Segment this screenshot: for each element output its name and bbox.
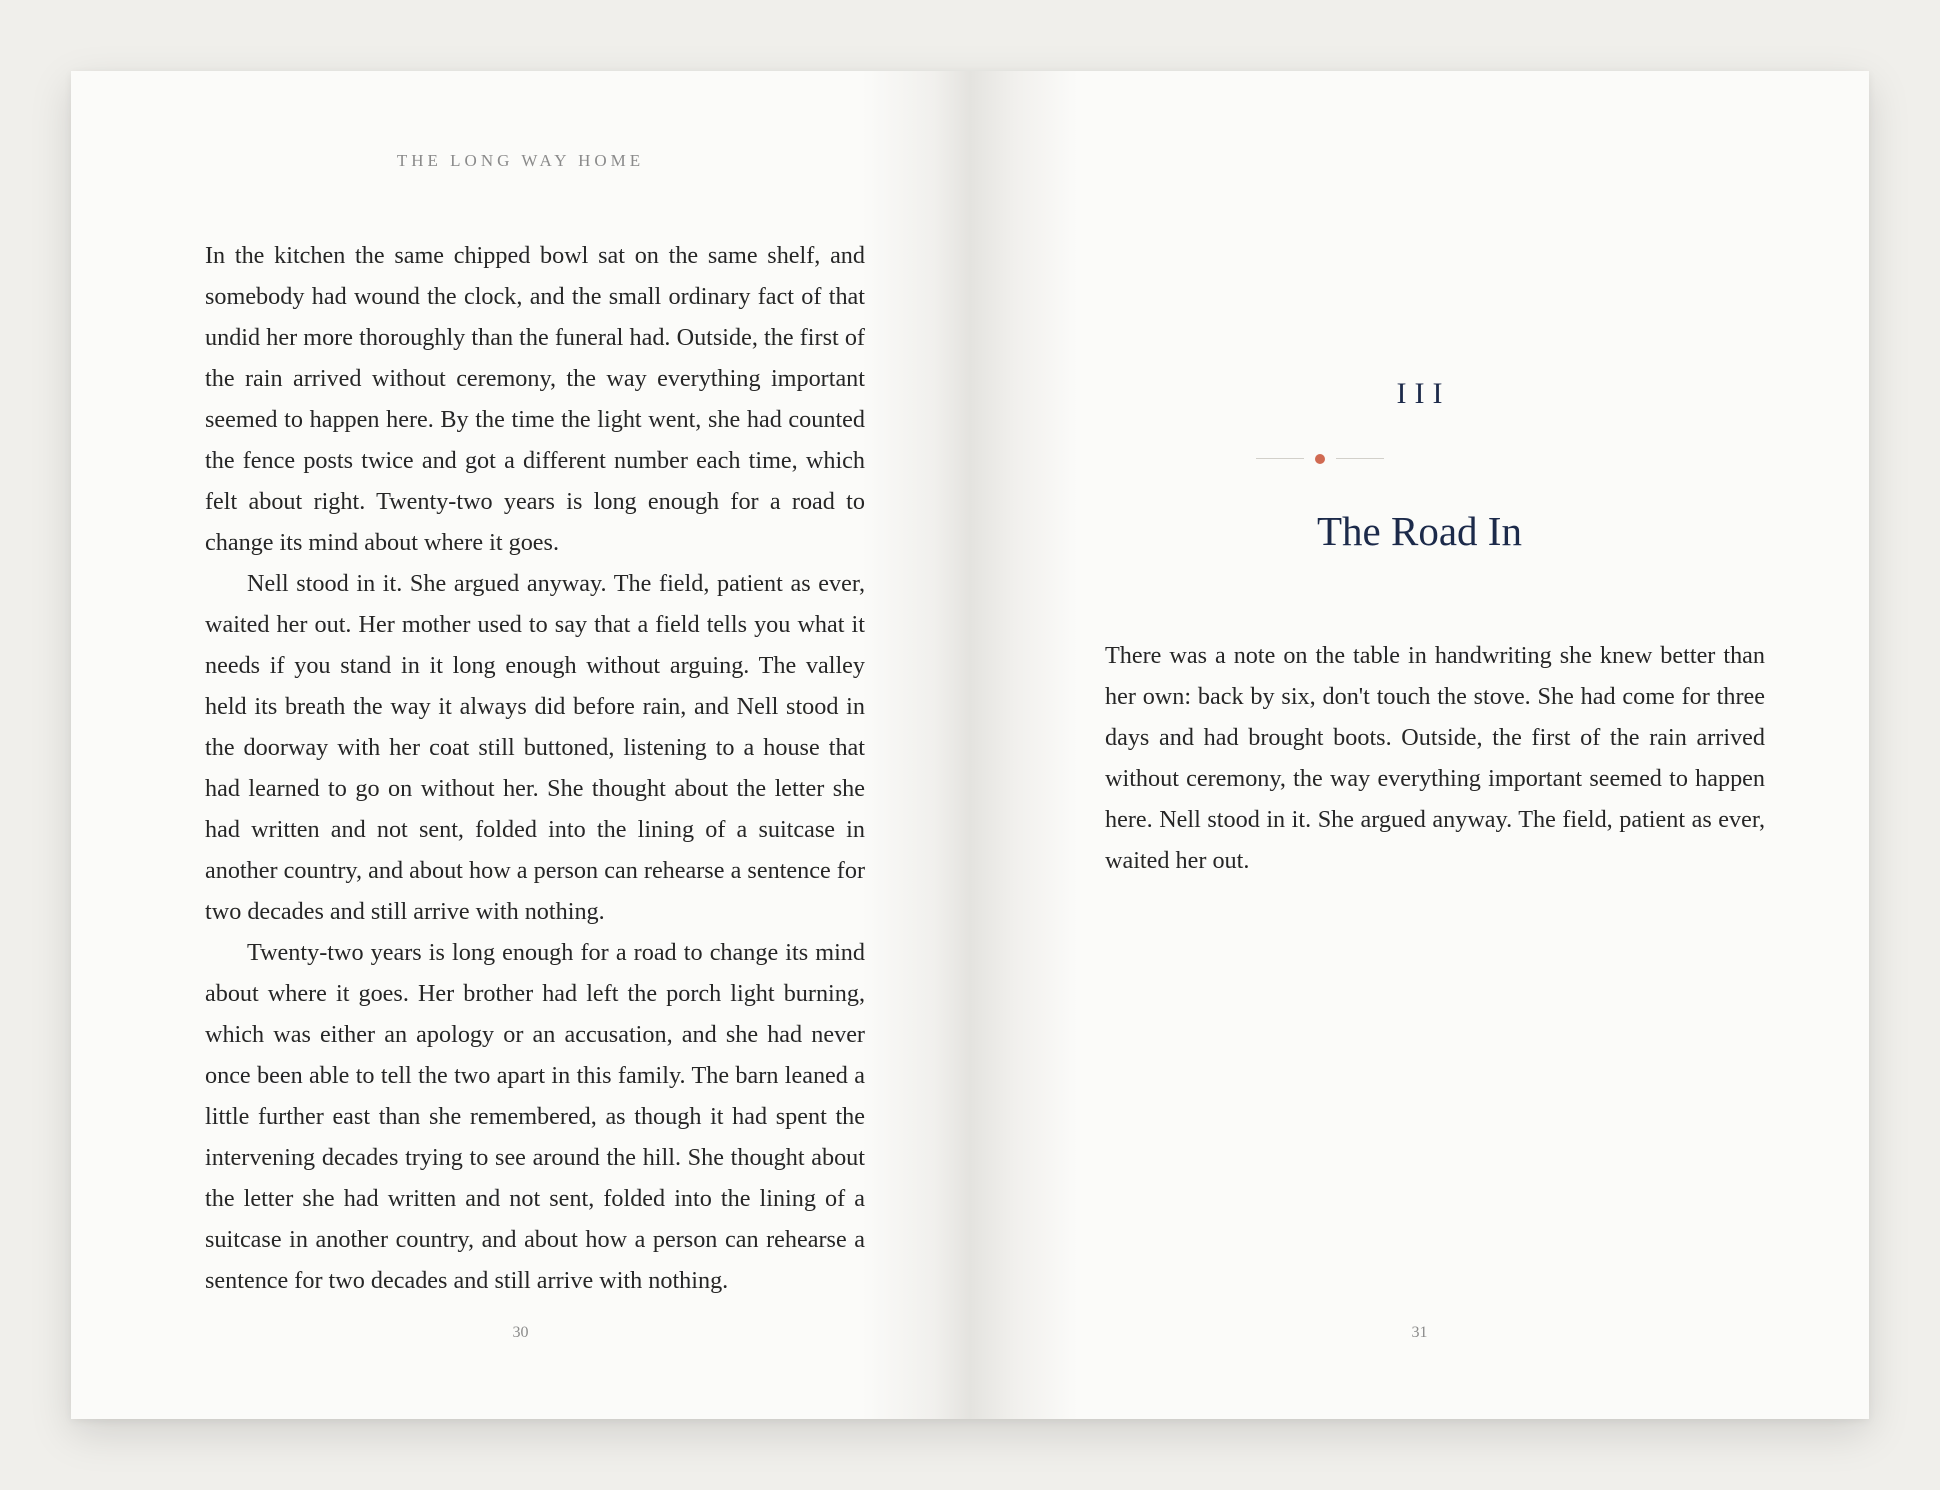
page-number-left: 30	[512, 1324, 529, 1341]
right-page-body	[1105, 635, 1765, 881]
chapter-ornament	[1256, 452, 1384, 466]
paragraph: Twenty-two years is long enough for a road to change its mind about where it goes. Her brother had left the porch light burning, which was either an apology or an accusation, and she had never once been able to tell the two apart in this family. The barn leaned a little further east than she remembered, as though it had spent the intervening decades trying to see around the hill. She thought about the letter she had written and not sent, folded into the lining of a suitcase in another country, and about how a person can rehearse a sentence for two decades and still arrive with nothing.	[205, 939, 865, 1294]
chapter-title: The Road In	[1317, 508, 1522, 554]
page-number-right: 31	[1411, 1324, 1428, 1341]
ornament-dot-icon	[1315, 454, 1325, 464]
left-page-body	[205, 235, 865, 1301]
ornament-rule-left	[1256, 458, 1304, 459]
paragraph: In the kitchen the same chipped bowl sat on the same shelf, and somebody had wound the clock, and the small ordinary fact of that undid her more thoroughly than the funeral had. Outside, the first of the rain arrived without ceremony, the way everything important seemed to happen here. By the time the light went, she had counted the fence posts twice and got a different number each time, which felt about right. Twenty-two years is long enough for a road to change its mind about where it goes.	[205, 242, 865, 556]
paragraph: Nell stood in it. She argued anyway. The field, patient as ever, waited her out. Her mother used to say that a field tells you what it needs if you stand in it long enough without arguing. The valley held its breath the way it always did before rain, and Nell stood in the doorway with her coat still buttoned, listening to a house that had learned to go on without her. She thought about the letter she had written and not sent, folded into the lining of a suitcase in another country, and about how a person can rehearse a sentence for two decades and still arrive with nothing.	[205, 570, 865, 925]
chapter-number: III	[1396, 377, 1451, 410]
paragraph: There was a note on the table in handwriting she knew better than her own: back by six, don't touch the stove. She had come for three days and had brought boots. Outside, the first of the rain arrived without ceremony, the way everything important seemed to happen here. Nell stood in it. She argued anyway. The field, patient as ever, waited her out.	[1105, 642, 1765, 874]
ornament-rule-right	[1336, 458, 1384, 459]
book-spread	[71, 71, 1869, 1419]
running-head: THE LONG WAY HOME	[396, 151, 645, 170]
